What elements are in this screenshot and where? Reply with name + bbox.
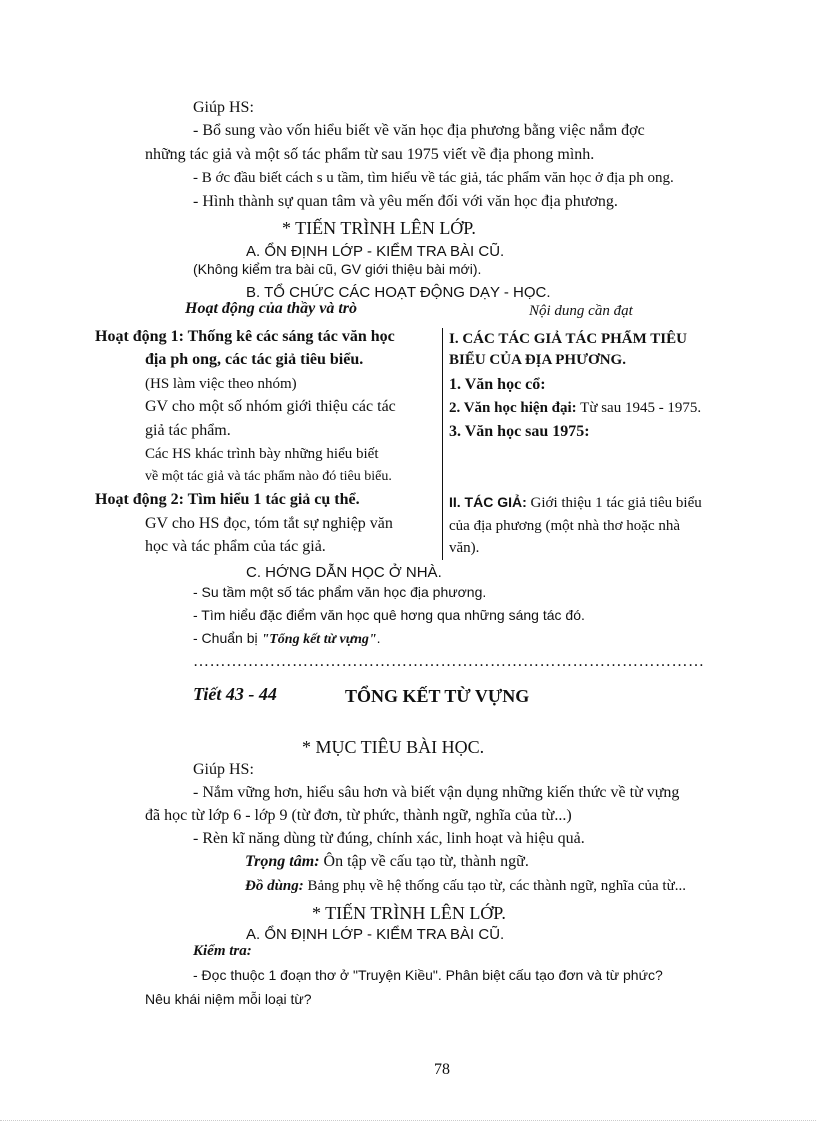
page-number: 78 (434, 1061, 450, 1078)
content-section-1-title: I. CÁC TÁC GIẢ TÁC PHẨM TIÊU (449, 331, 687, 347)
section-c-heading: C. HỚNG DẪN HỌC Ở NHÀ. (246, 564, 442, 581)
focus-label: Trọng tâm: (245, 853, 320, 870)
objectives-title: * MỤC TIÊU BÀI HỌC. (302, 737, 485, 757)
dotted-separator: ………………………………………………………………………………… (193, 653, 705, 670)
check-question: - Đọc thuộc 1 đoạn thơ ở "Truyện Kiều". Phân biệt cấu tạo đơn và từ phức? (193, 967, 663, 983)
tools-label: Đồ dùng: (245, 878, 304, 894)
section-a-note: (Không kiểm tra bài cũ, GV giới thiệu bài mới). (193, 261, 482, 277)
activity-1-title-continued: địa ph ong, các tác giả tiêu biểu. (145, 351, 364, 368)
content-section-2-line: văn). (449, 540, 480, 556)
content-section-2 (449, 492, 702, 513)
page-bottom-rule (0, 1120, 816, 1121)
guidance-prefix: - Chuẩn bị (193, 630, 262, 646)
objectives-heading: Giúp HS: (193, 761, 254, 778)
focus-text: Ôn tập về cấu tạo từ, thành ngữ. (319, 853, 529, 870)
content-item: 3. Văn học sau 1975: (449, 423, 590, 440)
content-section-2-text: Giới thiệu 1 tác giả tiêu biểu (526, 495, 702, 511)
tools-text: Bảng phụ về hệ thống cấu tạo từ, các thành ngữ, nghĩa của từ... (303, 878, 686, 894)
activity-1-line: về một tác giả và tác phẩm nào đó tiêu biểu. (145, 469, 392, 484)
table-left-header: Hoạt động của thầy và trò (185, 300, 358, 317)
tools-line (245, 876, 686, 896)
activity-1-line: giả tác phẩm. (145, 422, 231, 439)
objective-item-continued: đã học từ lớp 6 - lớp 9 (từ đơn, từ phức, thành ngữ, nghĩa của từ...) (145, 807, 572, 824)
objective-item: - Bổ sung vào vốn hiểu biết về văn học địa phương bằng việc nắm đợc (193, 122, 645, 139)
activity-1-line: Các HS khác trình bày những hiểu biết (145, 446, 379, 462)
activity-1-title: Hoạt động 1: Thống kê các sáng tác văn học (95, 328, 395, 345)
guidance-emphasis: "Tổng kết từ vựng" (261, 632, 377, 647)
activity-2-title: Hoạt động 2: Tìm hiểu 1 tác giả cụ thể. (95, 491, 360, 508)
objective-item: - Nắm vững hơn, hiểu sâu hơn và biết vận dụng những kiến thức về từ vựng (193, 784, 680, 801)
guidance-line (193, 628, 381, 650)
check-label: Kiểm tra: (193, 943, 252, 959)
content-item: 1. Văn học cổ: (449, 376, 546, 393)
section-a-heading: A. ỔN ĐỊNH LỚP - KIỂM TRA BÀI CŨ. (246, 926, 505, 943)
content-section-2-line: của địa phương (một nhà thơ hoặc nhà (449, 518, 681, 534)
objective-item: - B ớc đầu biết cách s u tầm, tìm hiểu về tác giả, tác phẩm văn học ở địa ph ong. (193, 170, 674, 186)
objectives-heading: Giúp HS: (193, 99, 254, 116)
objective-item: - Hình thành sự quan tâm và yêu mến đối với văn học địa phương. (193, 193, 618, 210)
activity-1-line: GV cho một số nhóm giới thiệu các tác (145, 398, 396, 415)
content-item-label: 2. Văn học hiện đại: (449, 400, 577, 416)
guidance-suffix: . (376, 630, 381, 646)
check-question-continued: Nêu khái niệm mỗi loại từ? (145, 991, 312, 1007)
table-right-header: Nội dung cần đạt (529, 303, 633, 319)
guidance-line: - Tìm hiểu đặc điểm văn học quê hơng qua những sáng tác đó. (193, 607, 585, 623)
activity-2-line: GV cho HS đọc, tóm tắt sự nghiệp văn (145, 515, 393, 532)
content-item (449, 398, 701, 418)
section-b-heading: B. TỔ CHỨC CÁC HOẠT ĐỘNG DẠY - HỌC. (246, 284, 551, 301)
objective-item-continued: những tác giả và một số tác phẩm từ sau 1975 viết về địa phong mình. (145, 146, 595, 163)
focus-line (245, 852, 529, 872)
section-a-heading: A. ỔN ĐỊNH LỚP - KIỂM TRA BÀI CŨ. (246, 243, 505, 260)
process-title: * TIẾN TRÌNH LÊN LỚP. (282, 218, 476, 238)
content-section-1-title-continued: BIỂU CỦA ĐỊA PHƯƠNG. (449, 352, 626, 368)
activity-1-line: (HS làm việc theo nhóm) (145, 376, 297, 392)
objective-item: - Rèn kĩ năng dùng từ đúng, chính xác, linh hoạt và hiệu quả. (193, 830, 585, 847)
lesson-period: Tiết 43 - 44 (193, 684, 277, 704)
table-column-divider (442, 328, 443, 560)
guidance-line: - Su tầm một số tác phẩm văn học địa phương. (193, 584, 487, 600)
lesson-title: TỔNG KẾT TỪ VỰNG (345, 686, 530, 706)
process-title: * TIẾN TRÌNH LÊN LỚP. (312, 903, 506, 923)
content-item-text: Từ sau 1945 - 1975. (576, 400, 702, 416)
activity-2-line: học và tác phẩm của tác giả. (145, 538, 326, 555)
content-section-2-label: II. TÁC GIẢ: (449, 494, 527, 510)
